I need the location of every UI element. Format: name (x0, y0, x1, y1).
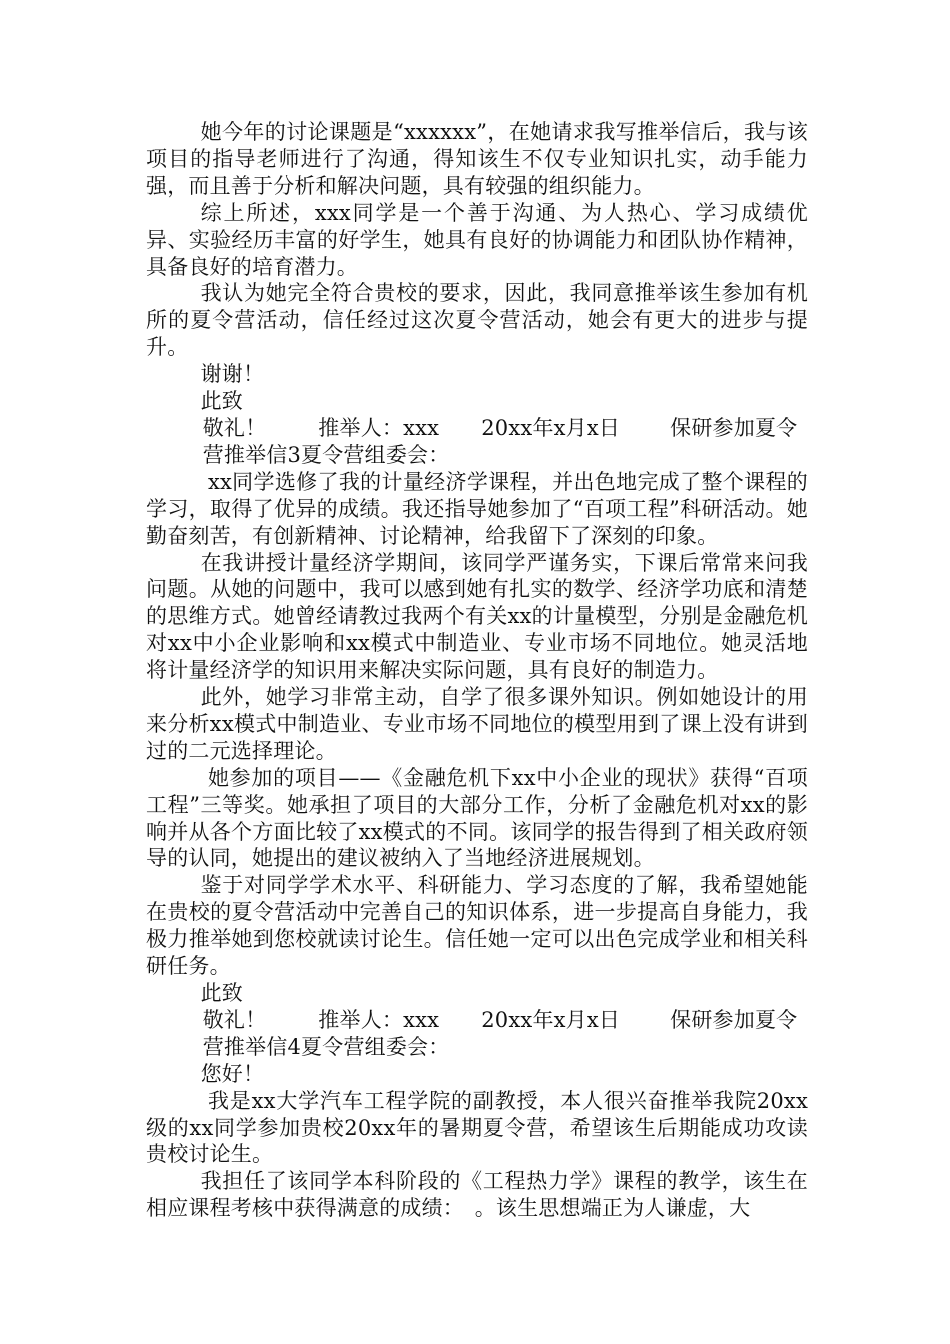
paragraph: 她参加的项目——《金融危机下xx中小企业的现状》获得“百项工程”三等奖。她承担了项目的大部分工作，分析了金融危机对xx的影响并从各个方面比较了xx模式的不同。该同学的报告得到了相关政府领导的认同，她提出的建议被纳入了当地经济进展规划。 (146, 765, 808, 871)
paragraph: 鉴于对同学学术水平、科研能力、学习态度的了解，我希望她能在贵校的夏令营活动中完善自己的知识体系，进一步提高自身能力，我极力推举她到您校就读讨论生。信任她一定可以出色完成学业和相关科研任务。 (146, 873, 808, 979)
next-letter-title: 保研参加夏令营推举信3夏令营组委会： (202, 415, 798, 467)
paragraph: 我担任了该同学本科阶段的《工程热力学》课程的教学，该生在相应课程考核中获得满意的成绩： 。该生思想端正为人谦虚，大 (146, 1169, 808, 1221)
paragraph: 我认为她完全符合贵校的要求，因此，我同意推举该生参加有机所的夏令营活动，信任经过这次夏令营活动，她会有更大的进步与提升。 (146, 281, 808, 360)
paragraph: 在我讲授计量经济学期间，该同学严谨务实，下课后常常来问我问题。从她的问题中，我可以感到她有扎实的数学、经济学功底和清楚的思维方式。她曾经请教过我两个有关xx的计量模型，分别是金融危机对xx中小企业影响和xx模式中制造业、专业市场不同地位。她灵活地将计量经济学的知识用来解决实际问题，具有良好的制造力。 (146, 550, 808, 683)
signature-block (146, 415, 808, 469)
paragraph: 我是xx大学汽车工程学院的副教授，本人很兴奋推举我院20xx级的xx同学参加贵校20xx年的暑期夏令营，希望该生后期能成功攻读贵校讨论生。 (146, 1088, 808, 1167)
salute-text: 敬礼！ (202, 415, 267, 440)
signature-block (146, 1007, 808, 1061)
paragraph: 此外，她学习非常主动，自学了很多课外知识。例如她设计的用来分析xx模式中制造业、专业市场不同地位的模型用到了课上没有讲到过的二元选择理论。 (146, 685, 808, 763)
closing-line: 此致 (200, 389, 243, 414)
paragraph: 综上所述，xxx同学是一个善于沟通、为人热心、学习成绩优异、实验经历丰富的好学生，她具有良好的协调能力和团队协作精神，具备良好的培育潜力。 (146, 200, 808, 279)
next-letter-title: 保研参加夏令营推举信4夏令营组委会： (202, 1007, 798, 1059)
thanks-line: 谢谢！ (200, 362, 265, 387)
recommender-text: 推举人：xxx (318, 415, 440, 440)
document-body (146, 119, 808, 1222)
date-text: 20xx年x月x日 (481, 1007, 621, 1032)
recommender-text: 推举人：xxx (318, 1007, 440, 1032)
date-text: 20xx年x月x日 (481, 415, 621, 440)
greeting-line: 您好！ (200, 1061, 265, 1086)
paragraph: xx同学选修了我的计量经济学课程，并出色地完成了整个课程的学习，取得了优异的成绩。我还指导她参加了“百项工程”科研活动。她勤奋刻苦，有创新精神、讨论精神，给我留下了深刻的印象。 (146, 469, 808, 548)
salute-text: 敬礼！ (202, 1007, 267, 1032)
paragraph: 她今年的讨论课题是“xxxxxx”，在她请求我写推举信后，我与该项目的指导老师进行了沟通，得知该生不仅专业知识扎实，动手能力强，而且善于分析和解决问题，具有较强的组织能力。 (146, 120, 808, 198)
closing-line: 此致 (200, 981, 243, 1005)
